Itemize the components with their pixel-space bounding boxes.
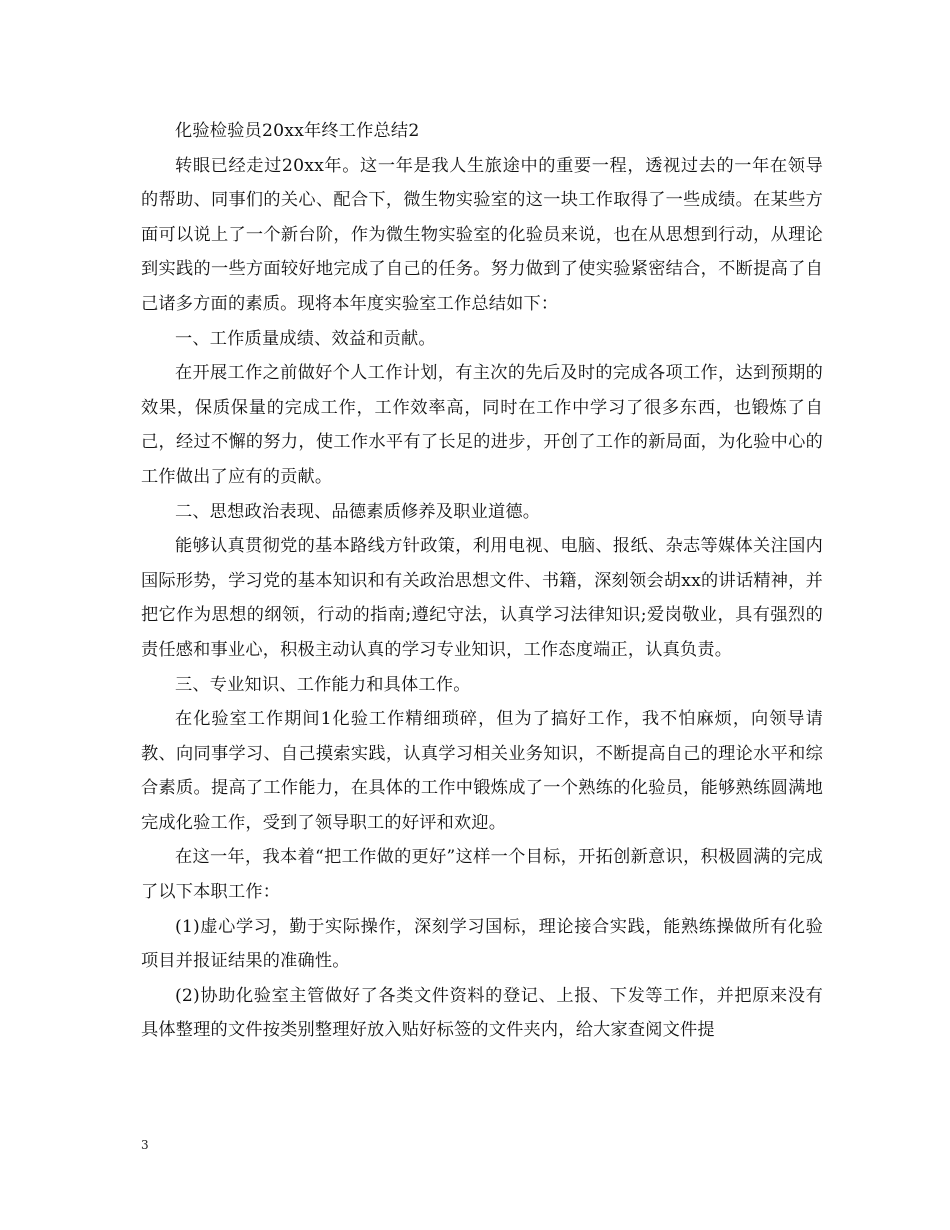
- section-heading-2: 二、思想政治表现、品德素质修养及职业道德。: [175, 501, 541, 522]
- paragraph-intro: 转眼已经走过20xx年。这一年是我人生旅途中的重要一程，透视过去的一年在领导的帮助、同事们的关心、配合下，微生物实验室的这一块工作取得了一些成绩。在某些方面可以说上了一个新台阶，作为微生物实验室的化验员来说，也在从思想到行动，从理论到实践的一些方面较好地完成了自己的任务。努力做到了使实验紧密结合，不断提高了自己诸多方面的素质。现将本年度实验室工作总结如下：: [141, 155, 823, 314]
- page-number: 3: [141, 1138, 149, 1152]
- paragraph-section-2: 能够认真贯彻党的基本路线方针政策，利用电视、电脑、报纸、杂志等媒体关注国内国际形势，学习党的基本知识和有关政治思想文件、书籍，深刻领会胡xx的讲话精神，并把它作为思想的纲领，行动的指南;遵纪守法，认真学习法律知识;爱岗敬业，具有强烈的责任感和事业心，积极主动认真的学习专业知识，工作态度端正，认真负责。: [141, 536, 823, 660]
- paragraph-section-1: 在开展工作之前做好个人工作计划，有主次的先后及时的完成各项工作，达到预期的效果，保质保量的完成工作，工作效率高，同时在工作中学习了很多东西，也锻炼了自己，经过不懈的努力，使工作水平有了长足的进步，开创了工作的新局面，为化验中心的工作做出了应有的贡献。: [141, 363, 823, 487]
- document-body: [141, 114, 823, 1048]
- list-item-1: (1)虚心学习，勤于实际操作，深刻学习国标，理论接合实践，能熟练操做所有化验项目并报证结果的准确性。: [141, 916, 823, 972]
- section-heading-3: 三、专业知识、工作能力和具体工作。: [175, 674, 471, 695]
- list-item-2: (2)协助化验室主管做好了各类文件资料的登记、上报、下发等工作，并把原来没有具体整理的文件按类别整理好放入贴好标签的文件夹内，给大家查阅文件提: [141, 985, 823, 1041]
- paragraph-section-3: 在化验室工作期间1化验工作精细琐碎，但为了搞好工作，我不怕麻烦，向领导请教、向同事学习、自己摸索实践，认真学习相关业务知识，不断提高自己的理论水平和综合素质。提高了工作能力，在具体的工作中锻炼成了一个熟练的化验员，能够熟练圆满地完成化验工作，受到了领导职工的好评和欢迎。: [141, 709, 823, 833]
- document-title: 化验检验员20xx年终工作总结2: [175, 121, 420, 141]
- paragraph-goal: 在这一年，我本着“把工作做的更好”这样一个目标，开拓创新意识，积极圆满的完成了以下本职工作：: [141, 847, 823, 903]
- section-heading-1: 一、工作质量成绩、效益和贡献。: [175, 328, 436, 349]
